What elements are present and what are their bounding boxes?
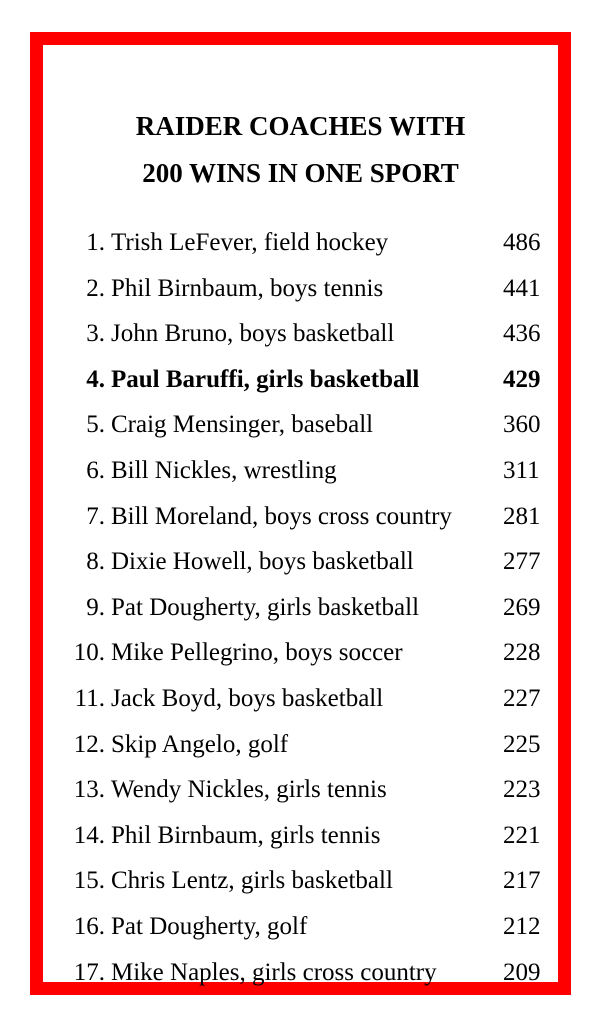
coach-rank: 17. (73, 958, 105, 986)
list-item (43, 402, 558, 448)
list-item (43, 904, 558, 950)
coach-wins: 209 (503, 958, 541, 986)
list-frame (30, 32, 571, 995)
coach-name-sport: John Bruno, boys basketball (111, 320, 395, 348)
coach-wins: 225 (503, 730, 541, 758)
coach-rank: 5. (86, 411, 105, 439)
coach-rank: 2. (86, 274, 105, 302)
list-item (43, 357, 558, 403)
coach-name-sport: Dixie Howell, boys basketball (111, 548, 414, 576)
coach-name-sport: Phil Birnbaum, boys tennis (111, 274, 384, 302)
coach-rank: 7. (86, 502, 105, 530)
coach-rank: 3. (86, 320, 105, 348)
list-item (43, 266, 558, 312)
coach-rank: 4. (86, 365, 105, 393)
coach-wins: 212 (503, 912, 541, 940)
coach-rank: 8. (86, 548, 105, 576)
coach-wins: 436 (503, 320, 541, 348)
list-item (43, 722, 558, 768)
list-item (43, 494, 558, 540)
coach-rank: 9. (86, 593, 105, 621)
coach-wins: 227 (503, 684, 541, 712)
coach-list (43, 220, 558, 995)
coach-rank: 11. (74, 684, 105, 712)
list-item (43, 539, 558, 585)
coach-name-sport: Chris Lentz, girls basketball (111, 867, 393, 895)
coach-name-sport: Craig Mensinger, baseball (111, 411, 374, 439)
coach-name-sport: Trish LeFever, field hockey (111, 229, 389, 256)
coach-name-sport: Bill Nickles, wrestling (111, 456, 337, 484)
coach-wins: 217 (503, 867, 541, 895)
coach-wins: 486 (503, 229, 541, 256)
list-item (43, 585, 558, 631)
coach-name-sport: Pat Dougherty, girls basketball (111, 593, 420, 621)
list-item (43, 630, 558, 676)
coach-rank: 15. (73, 867, 105, 895)
list-item (43, 813, 558, 859)
list-item (43, 858, 558, 904)
coach-name-sport: Wendy Nickles, girls tennis (111, 776, 387, 804)
coach-rank: 6. (86, 456, 105, 484)
coach-wins: 221 (503, 821, 541, 849)
coach-name-sport: Phil Birnbaum, girls tennis (111, 821, 381, 849)
coach-rank: 16. (73, 912, 105, 940)
coach-wins: 441 (503, 274, 541, 302)
coach-rank: 14. (73, 821, 105, 849)
coach-rank: 13. (73, 776, 105, 804)
coach-wins: 228 (503, 639, 541, 667)
coach-rank: 12. (73, 730, 105, 758)
title-line-1: RAIDER COACHES WITH (135, 111, 466, 141)
page-title (43, 103, 558, 197)
coach-wins: 269 (503, 593, 541, 621)
coach-name-sport: Bill Moreland, boys cross country (111, 502, 452, 530)
coach-rank: 10. (73, 639, 105, 667)
coach-wins: 429 (503, 365, 541, 393)
coach-name-sport: Mike Pellegrino, boys soccer (111, 639, 403, 667)
list-item (43, 220, 558, 266)
list-item (43, 448, 558, 494)
coach-wins: 311 (503, 456, 540, 484)
coach-name-sport: Pat Dougherty, golf (111, 912, 308, 940)
coach-wins: 360 (503, 411, 541, 439)
coach-wins: 277 (503, 548, 541, 576)
list-item (43, 311, 558, 357)
title-line-2: 200 WINS IN ONE SPORT (142, 158, 459, 188)
coach-rank: 1. (86, 229, 105, 256)
list-item (43, 676, 558, 722)
coach-name-sport: Skip Angelo, golf (111, 730, 289, 758)
list-item (43, 950, 558, 996)
coach-name-sport: Jack Boyd, boys basketball (111, 684, 384, 712)
list-item (43, 767, 558, 813)
coach-name-sport: Mike Naples, girls cross country (111, 958, 437, 986)
coach-wins: 223 (503, 776, 541, 804)
coach-name-sport: Paul Baruffi, girls basketball (111, 365, 420, 393)
coach-wins: 281 (503, 502, 541, 530)
